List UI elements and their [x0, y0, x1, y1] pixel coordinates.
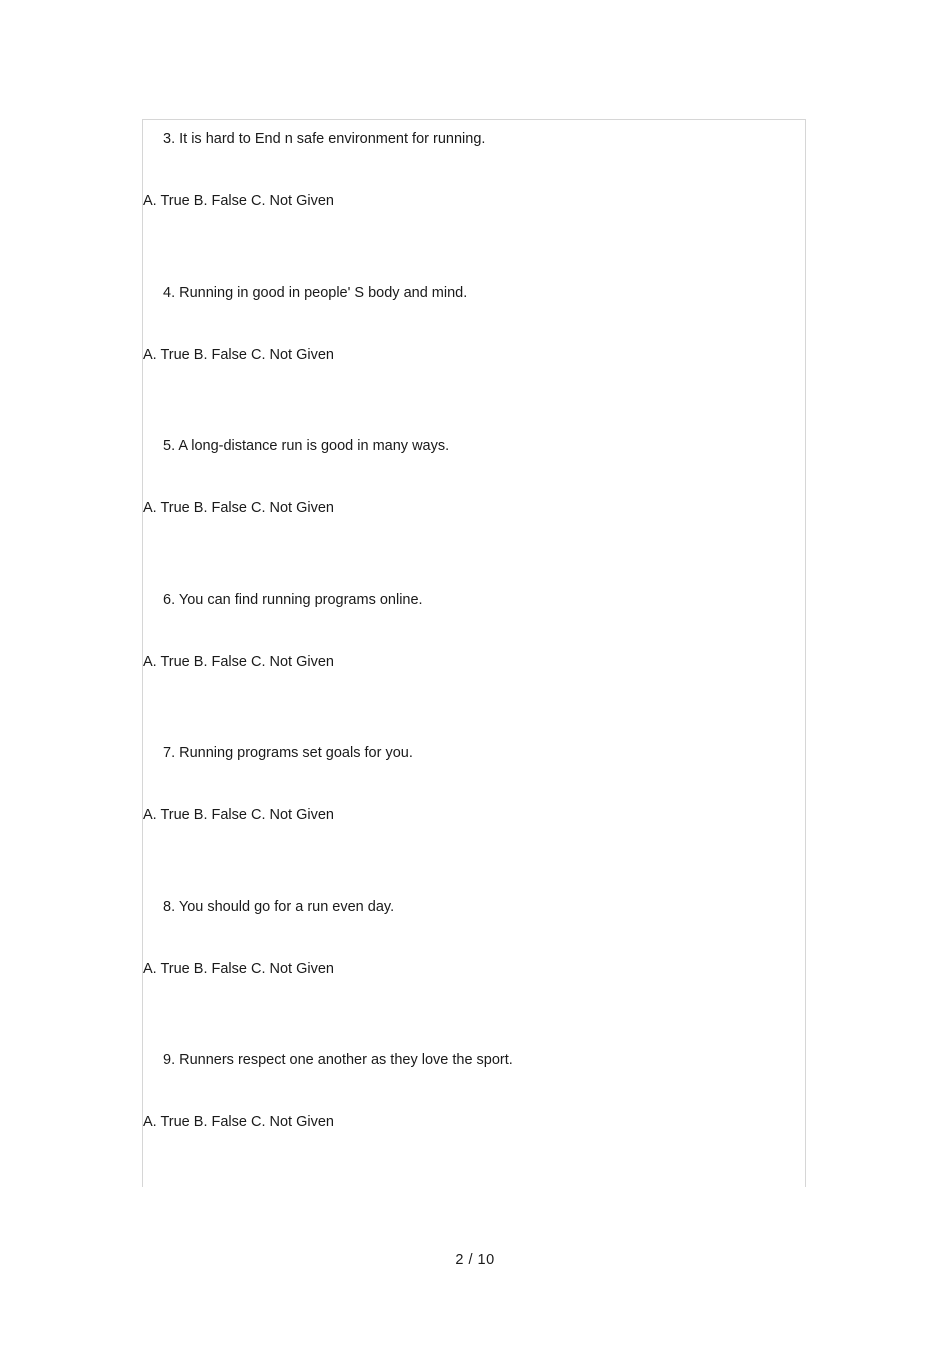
question-8: 8. You should go for a run even day.: [163, 899, 395, 915]
answer-options-6: A. True B. False C. Not Given: [143, 654, 334, 670]
answer-options-9: A. True B. False C. Not Given: [143, 1114, 334, 1130]
answer-options-8: A. True B. False C. Not Given: [143, 961, 334, 977]
question-7: 7. Running programs set goals for you.: [163, 745, 413, 761]
question-3: 3. It is hard to End n safe environment for running.: [163, 131, 486, 147]
answer-options-4: A. True B. False C. Not Given: [143, 347, 334, 363]
answer-options-7: A. True B. False C. Not Given: [143, 807, 334, 823]
question-4: 4. Running in good in people' S body and mind.: [163, 285, 468, 301]
question-5: 5. A long-distance run is good in many ways.: [163, 438, 450, 454]
question-6: 6. You can find running programs online.: [163, 592, 423, 608]
question-9: 9. Runners respect one another as they love the sport.: [163, 1052, 513, 1068]
answer-options-5: A. True B. False C. Not Given: [143, 500, 334, 516]
answer-options-3: A. True B. False C. Not Given: [143, 193, 334, 209]
page-number: 2 / 10: [455, 1252, 495, 1268]
